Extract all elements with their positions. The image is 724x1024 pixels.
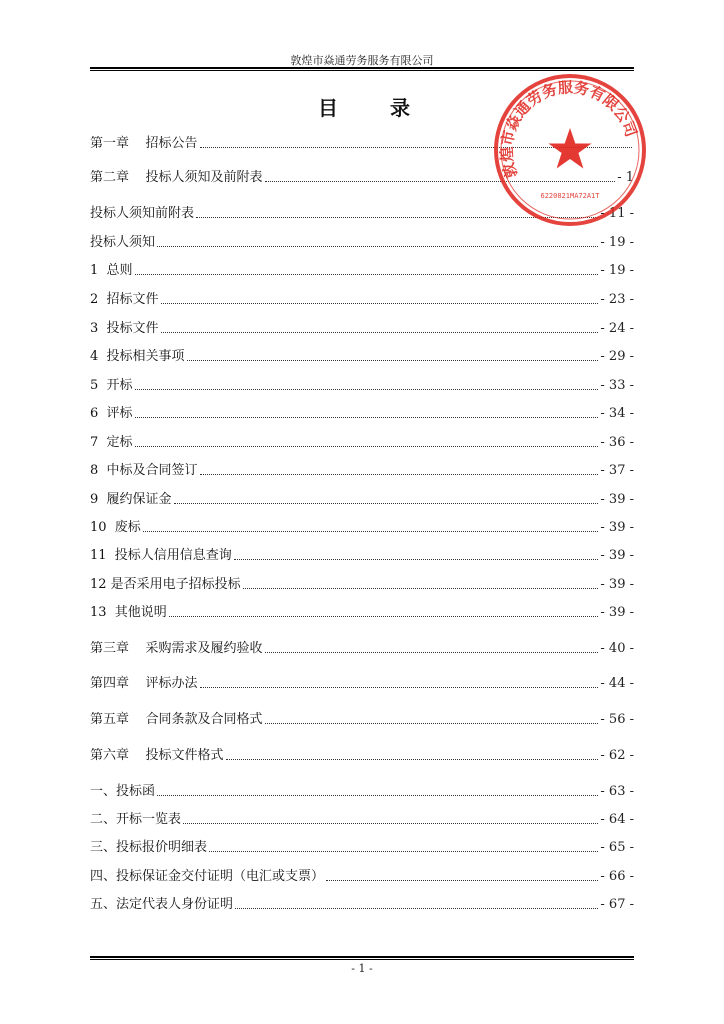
toc-entry-label: 四、投标保证金交付证明（电汇或支票）	[90, 869, 325, 884]
toc-entry-page: - 1	[617, 170, 634, 185]
toc-entry[interactable]	[90, 709, 634, 729]
toc-entry-page: - 39 -	[600, 548, 634, 563]
toc-entry-label: 8 中标及合同签订	[90, 463, 198, 478]
toc-dot-leader	[235, 908, 598, 909]
toc-entry-label: 10 废标	[90, 520, 141, 535]
toc-entry-label: 第一章 招标公告	[90, 136, 198, 151]
toc-entry-label: 投标人须知	[90, 235, 156, 250]
toc-entry[interactable]	[90, 574, 634, 594]
toc-entry-label: 5 开标	[90, 378, 133, 393]
toc-title-left: 目	[318, 96, 338, 120]
toc-entry[interactable]	[90, 232, 634, 252]
toc-entry-label: 五、法定代表人身份证明	[90, 897, 234, 912]
toc-entry-page: - 24 -	[600, 321, 634, 336]
toc-entry[interactable]	[90, 167, 634, 187]
toc-dot-leader	[265, 652, 599, 653]
toc-entry-page: - 39 -	[600, 605, 634, 620]
toc-entry-page: - 67 -	[600, 897, 634, 912]
page-header: 敦煌市焱通劳务服务有限公司	[290, 54, 434, 67]
toc-dot-leader	[243, 588, 599, 589]
toc-dot-leader	[157, 246, 598, 247]
toc-dot-leader	[135, 389, 599, 390]
toc-dot-leader	[234, 559, 599, 560]
toc-entry[interactable]	[90, 289, 634, 309]
toc-dot-leader	[161, 332, 599, 333]
toc-entry-page: - 39 -	[600, 577, 634, 592]
toc-dot-leader	[161, 303, 599, 304]
toc-entry-page: - 66 -	[600, 869, 634, 884]
header-rule	[90, 67, 634, 69]
toc-dot-leader	[200, 147, 632, 148]
toc-entry-page: - 62 -	[600, 748, 634, 763]
toc-entry-label: 第三章 采购需求及履约验收	[90, 641, 263, 656]
toc-dot-leader	[326, 880, 598, 881]
toc-title-right: 录	[389, 96, 410, 120]
toc-entry-page: - 37 -	[600, 463, 634, 478]
toc-entry-label: 6 评标	[90, 406, 133, 421]
toc-entry-label: 1 总则	[90, 263, 133, 278]
toc-entry-label: 三、投标报价明细表	[90, 840, 208, 855]
toc-entry-label: 二、开标一览表	[90, 812, 182, 827]
toc-dot-leader	[143, 531, 599, 532]
toc-entry[interactable]	[90, 318, 634, 338]
toc-entry-label: 3 投标文件	[90, 321, 159, 336]
toc-entry-label: 13 其他说明	[90, 605, 167, 620]
toc-entry[interactable]	[90, 837, 634, 857]
toc-entry-page: - 34 -	[600, 406, 634, 421]
toc-entry-label: 7 定标	[90, 435, 133, 450]
toc-dot-leader	[265, 723, 599, 724]
toc-entry[interactable]	[90, 781, 634, 801]
toc-entry-label: 11 投标人信用信息查询	[90, 548, 232, 563]
toc-dot-leader	[200, 474, 599, 475]
seal-arc-text: 敦煌市焱通劳务服务有限公司	[497, 78, 641, 181]
toc-dot-leader	[209, 851, 598, 852]
toc-entry[interactable]	[90, 602, 634, 622]
toc-entry-page: - 44 -	[600, 676, 634, 691]
toc-entry[interactable]	[90, 745, 634, 765]
toc-entry[interactable]	[90, 673, 634, 693]
toc-entry[interactable]	[90, 517, 634, 537]
toc-dot-leader	[169, 616, 599, 617]
toc-dot-leader	[174, 503, 599, 504]
toc-entry[interactable]	[90, 545, 634, 565]
toc-entry-page: - 36 -	[600, 435, 634, 450]
toc-entry-page: - 64 -	[600, 812, 634, 827]
footer-rule-thin	[90, 959, 634, 960]
toc-entry[interactable]	[90, 809, 634, 829]
toc-entry-label: 第二章 投标人须知及前附表	[90, 170, 263, 185]
toc-dot-leader	[183, 823, 598, 824]
page-number: - 1 -	[351, 962, 373, 975]
toc-entry[interactable]	[90, 133, 634, 153]
toc-entry-label: 2 招标文件	[90, 292, 159, 307]
toc-entry-page: - 39 -	[600, 520, 634, 535]
toc-entry-page: - 19 -	[600, 263, 634, 278]
toc-entry[interactable]	[90, 403, 634, 423]
toc-dot-leader	[200, 687, 599, 688]
toc-entry[interactable]	[90, 260, 634, 280]
toc-entry[interactable]	[90, 866, 634, 886]
header-rule-thin	[90, 70, 634, 71]
toc-dot-leader	[135, 417, 599, 418]
toc-entry-label: 12 是否采用电子招标投标	[90, 577, 241, 592]
toc-entry[interactable]	[90, 489, 634, 509]
toc-entry-page: - 11 -	[600, 206, 634, 221]
toc-entry-page: - 23 -	[600, 292, 634, 307]
toc-entry-label: 第五章 合同条款及合同格式	[90, 712, 263, 727]
toc-entry-label: 第四章 评标办法	[90, 676, 198, 691]
seal-code: 6220821MA72A1T	[540, 192, 600, 200]
toc-entry-label: 一、投标函	[90, 784, 156, 799]
toc-entry-page: - 56 -	[600, 712, 634, 727]
toc-entry-page: - 63 -	[600, 784, 634, 799]
toc-dot-leader	[135, 274, 599, 275]
toc-entry-page: - 65 -	[600, 840, 634, 855]
toc-entry[interactable]	[90, 203, 634, 223]
toc-entry-page: - 39 -	[600, 492, 634, 507]
toc-dot-leader	[265, 181, 616, 182]
toc-entry[interactable]	[90, 346, 634, 366]
toc-entry-page: - 19 -	[600, 235, 634, 250]
toc-dot-leader	[135, 446, 599, 447]
toc-entry-page: - 40 -	[600, 641, 634, 656]
toc-dot-leader	[226, 759, 599, 760]
toc-entry[interactable]	[90, 460, 634, 480]
toc-entry[interactable]	[90, 638, 634, 658]
toc-entry-label: 9 履约保证金	[90, 492, 172, 507]
toc-entry-label: 4 投标相关事项	[90, 349, 185, 364]
toc-entry[interactable]	[90, 375, 634, 395]
toc-entry[interactable]	[90, 894, 634, 914]
toc-entry[interactable]	[90, 432, 634, 452]
toc-entry-page: - 29 -	[600, 349, 634, 364]
toc-title	[318, 92, 428, 121]
toc-dot-leader	[187, 360, 599, 361]
toc-entry-label: 第六章 投标文件格式	[90, 748, 224, 763]
toc-entry-label: 投标人须知前附表	[90, 206, 195, 221]
footer-rule	[90, 956, 634, 958]
toc-entry-page: - 33 -	[600, 378, 634, 393]
toc-dot-leader	[196, 217, 598, 218]
toc-dot-leader	[157, 795, 598, 796]
